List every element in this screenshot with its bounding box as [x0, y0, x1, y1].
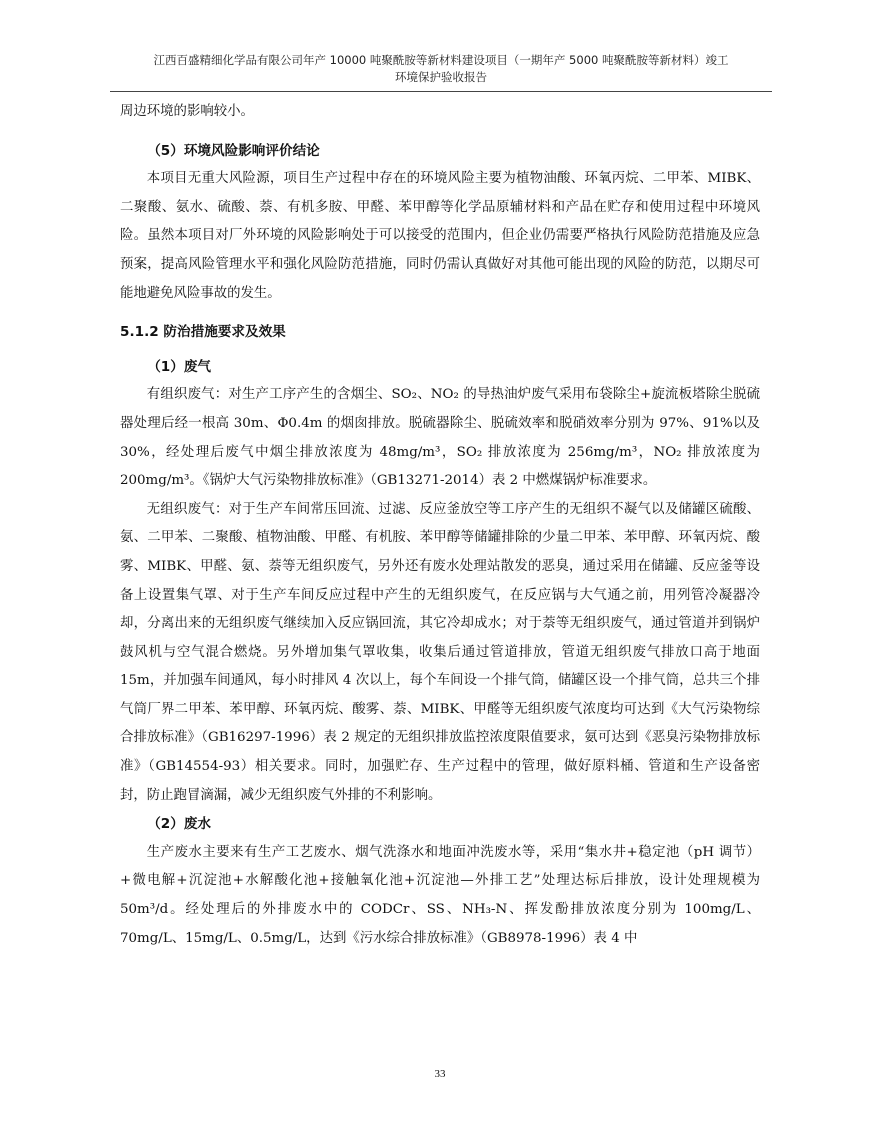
- page-number: 33: [434, 1068, 446, 1080]
- paragraph-impact-conclusion: 周边环境的影响较小。: [120, 104, 254, 119]
- header-line-2: 环境保护验收报告: [395, 70, 487, 84]
- heading-waste-gas: （1）废气: [147, 358, 212, 375]
- heading-waste-water: （2）废水: [147, 816, 212, 833]
- paragraph-unorganized-gas: 无组织废气：对于生产车间常压回流、过滤、反应釜放空等工序产生的无组织不凝气以及储罐区硫酸、氨、二甲苯、二聚酸、植物油酸、甲醛、有机胺、苯甲醇等储罐排除的少量二甲苯、苯甲醇、环氧丙烷、酸雾、MIBK、甲醛、氨、萘等无组织废气，另外还有废水处理站散发的恶臭，通过采用在储罐、反应釜等设备上设置集气罩、对于生产车间反应过程中产生的无组织废气，在反应锅与大气通之前，用列管冷凝器冷却，分离出来的无组织废气继续加入反应锅回流，其它冷却成水；对于萘等无组织废气，通过管道并到锅炉鼓风机与空气混合燃烧。另外增加集气罩收集，收集后通过管道排放，管道无组织废气排放口高于地面 15m，并加强车间通风，每小时排风 4 次以上，每个车间设一个排气筒，储罐区设一个排气筒，总共三个排气筒厂界二甲苯、苯甲醇、环氧丙烷、酸雾、萘、MIBK、甲醛等无组织废气浓度均可达到《大气污染物综合排放标准》（GB16297-1996）表 2 规定的无组织排放监控浓度限值要求，氨可达到《恶臭污染物排放标准》（GB14554-93）相关要求。同时，加强贮存、生产过程中的管理，做好原料桶、管道和生产设备密封，防止跑冒滴漏，减少无组织废气外排的不利影响。: [120, 501, 760, 803]
- paragraph-waste-water: 生产废水主要来有生产工艺废水、烟气洗涤水和地面冲洗废水等，采用“集水井+稳定池（pH 调节）+微电解+沉淀池+水解酸化池+接触氧化池+沉淀池—外排工艺”处理达标后排放，设计处理规模为 50m³/d。经处理后的外排废水中的 CODCr、SS、NH₃-N、挥发酚排放浓度分别为 100mg/L、70mg/L、15mg/L、0.5mg/L，达到《污水综合排放标准》（GB8978-1996）表 4 中: [120, 844, 760, 946]
- section-heading-5-1-2: 5.1.2 防治措施要求及效果: [120, 324, 286, 341]
- header-rule: [110, 91, 772, 92]
- document-body: [120, 98, 760, 953]
- paragraph-organized-gas: 有组织废气：对生产工序产生的含烟尘、SO₂、NO₂ 的导热油炉废气采用布袋除尘+旋流板塔除尘脱硫器处理后经一根高 30m、Φ0.4m 的烟囱排放。脱硫器除尘、脱硫效率和脱硝效率分别为 97%、91%以及 30%，经处理后废气中烟尘排放浓度为 48mg/m³，SO₂ 排放浓度为 256mg/m³，NO₂ 排放浓度为 200mg/m³。《锅炉大气污染物排放标准》（GB13271-2014）表 2 中燃煤锅炉标准要求。: [120, 387, 760, 489]
- page-header: [110, 52, 772, 86]
- paragraph-risk: 本项目无重大风险源，项目生产过程中存在的环境风险主要为植物油酸、环氧丙烷、二甲苯、MIBK、二聚酸、氨水、硫酸、萘、有机多胺、甲醛、苯甲醇等化学品原辅材料和产品在贮存和使用过程中环境风险。虽然本项目对厂外环境的风险影响处于可以接受的范围内，但企业仍需要严格执行风险防范措施及应急预案，提高风险管理水平和强化风险防范措施，同时仍需认真做好对其他可能出现的风险的防范，以期尽可能地避免风险事故的发生。: [120, 171, 760, 301]
- heading-risk-conclusion: （5）环境风险影响评价结论: [147, 142, 320, 159]
- header-line-1: 江西百盛精细化学品有限公司年产 10000 吨聚酰胺等新材料建设项目（一期年产 5000 吨聚酰胺等新材料）竣工: [153, 53, 729, 67]
